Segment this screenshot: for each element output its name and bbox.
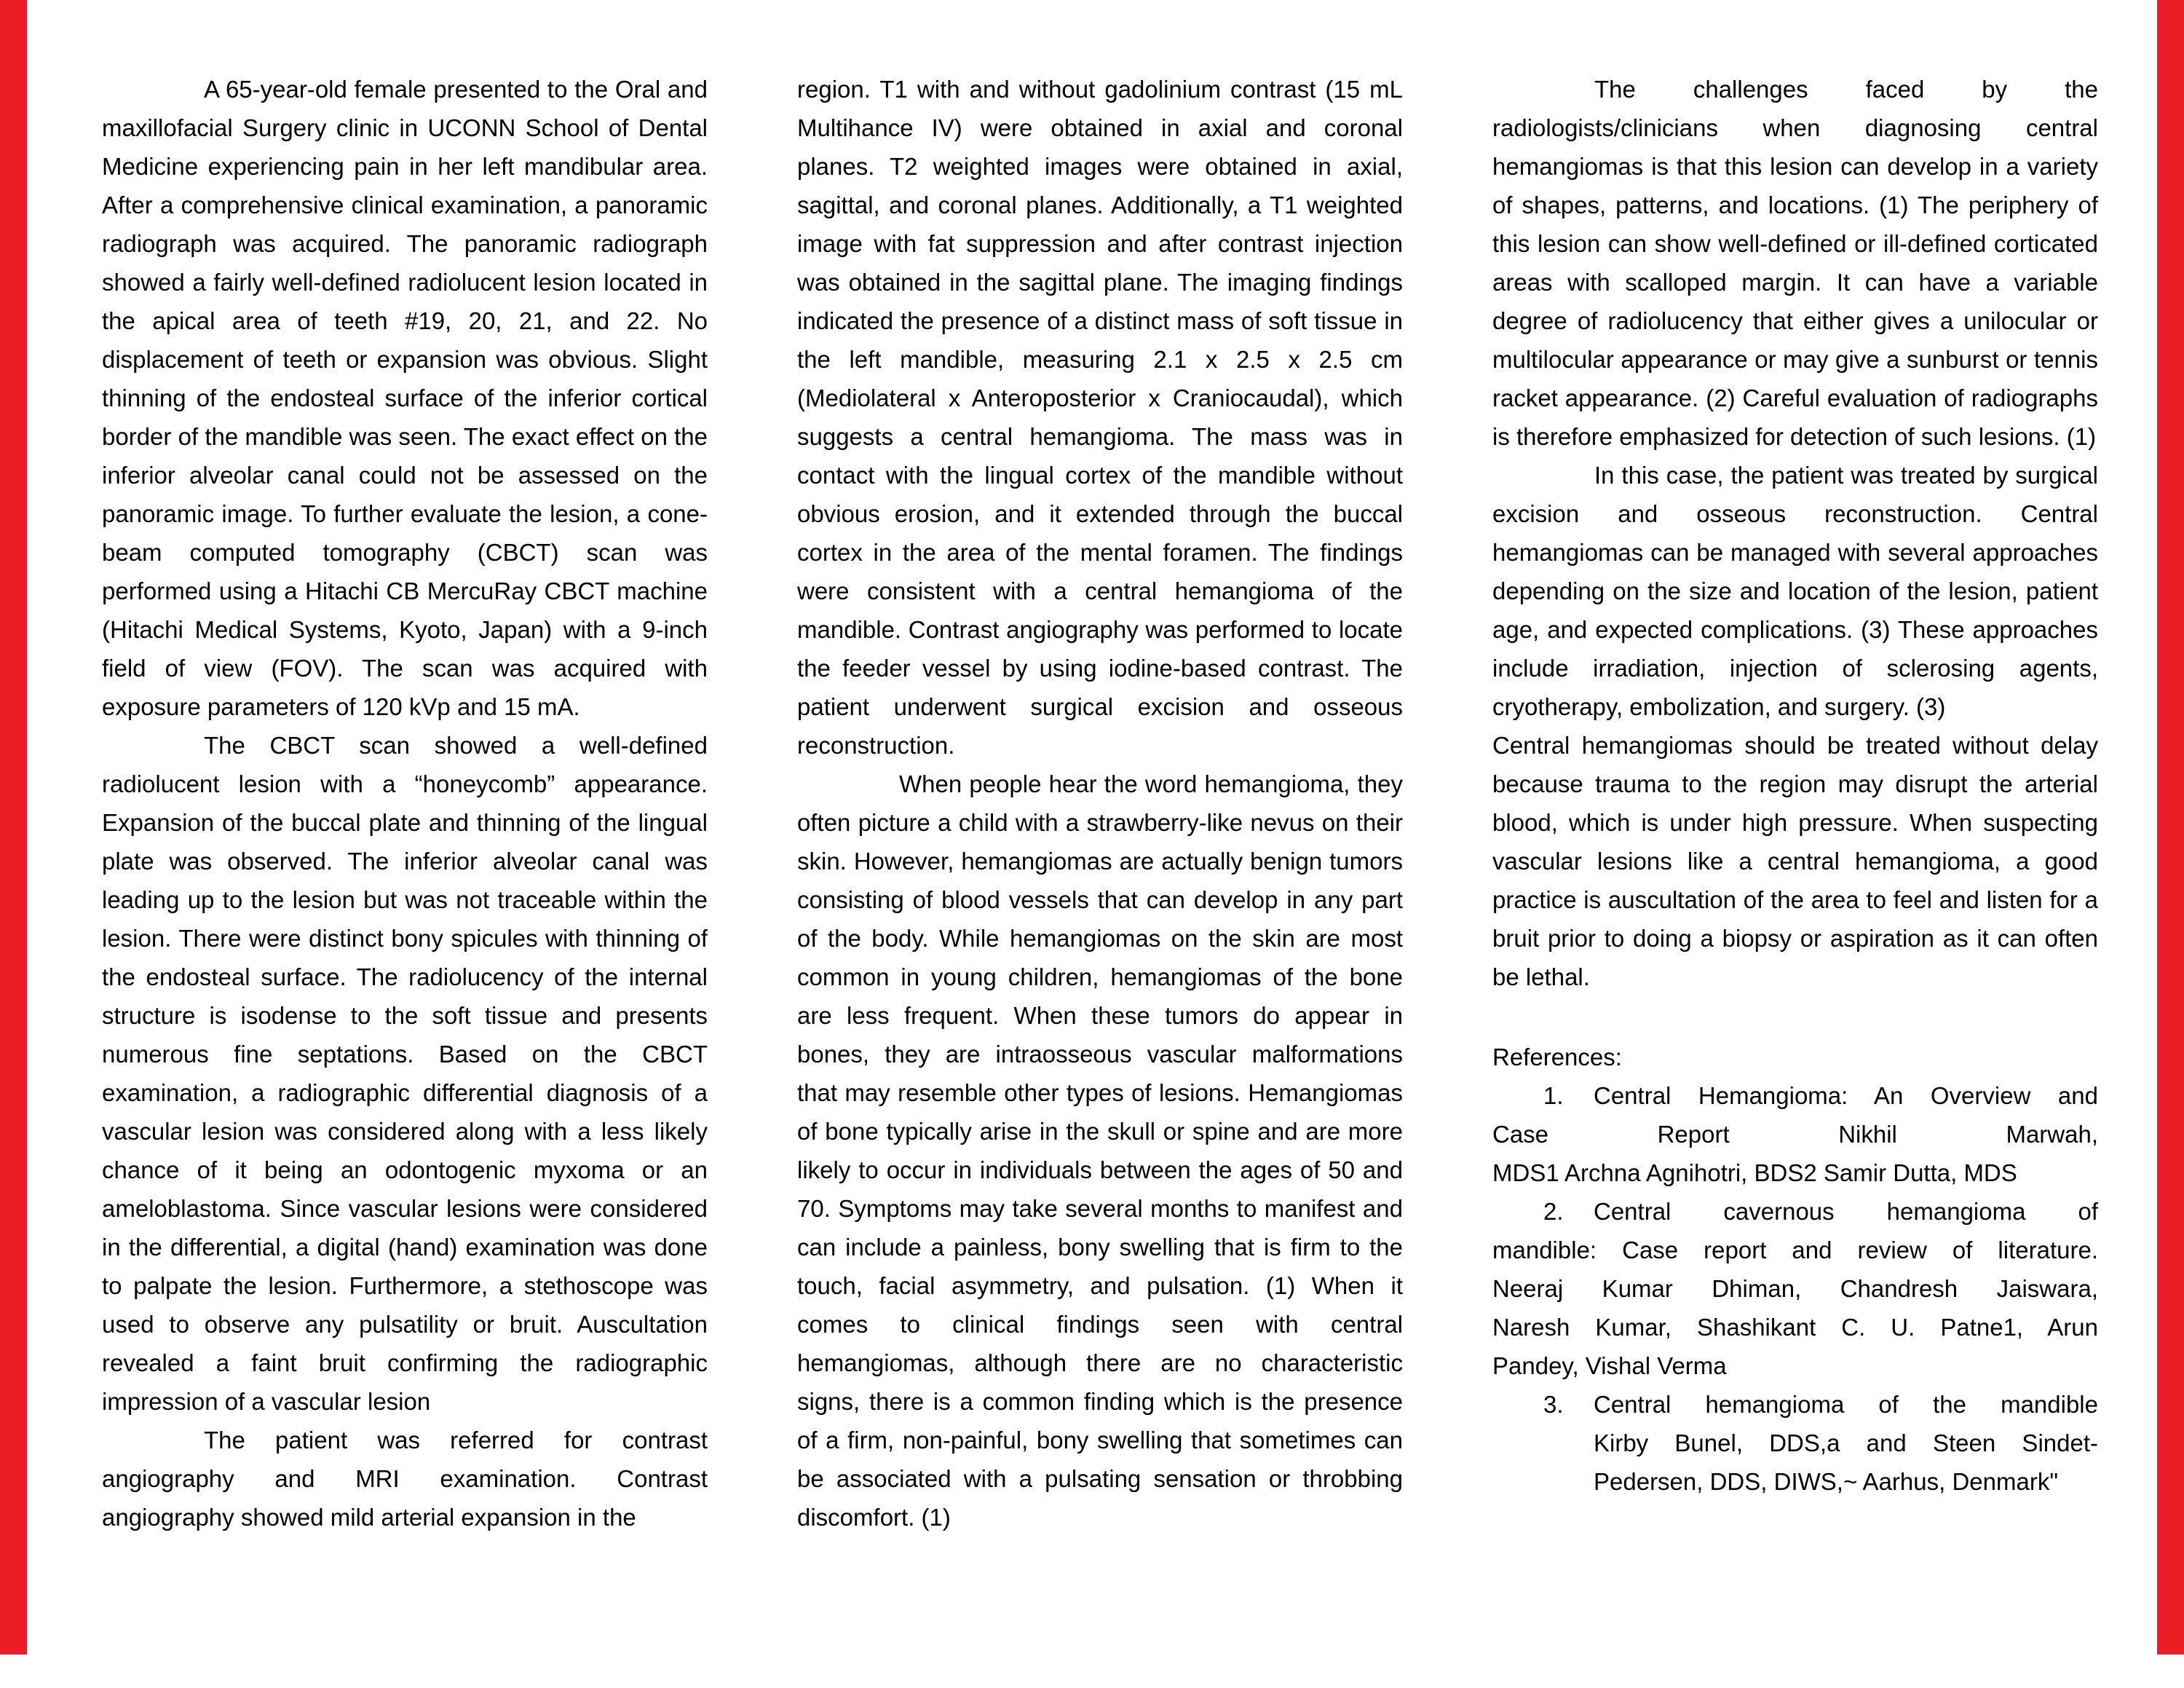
paragraph-cbct-findings: The CBCT scan showed a well-defined radiolucent lesion with a “honeycomb” appearance. Expansion of the buccal plate and thinning of the lingual plate was observed. The inferior alveolar canal was leading up to the lesion but was not traceable within the lesion. There were distinct bony spicules with thinning of the endosteal surface. The radiolucency of the internal structure is isodense to the soft tissue and presents numerous fine septations. Based on the CBCT examination, a radiographic differential diagnosis of a vascular lesion was considered along with a less likely chance of it being an odontogenic myxoma or an ameloblastoma. Since vascular lesions were considered in the differential, a digital (hand) examination was done to palpate the lesion. Furthermore, a stethoscope was used to observe any pulsatility or bruit. Auscultation revealed a faint bruit confirming the radiographic impression of a vascular lesion: [102, 732, 708, 1415]
reference-line: mandible: Case report and review of literature.: [1492, 1237, 2098, 1263]
reference-text: Central hemangioma of the mandible: [1594, 1391, 2098, 1418]
paragraph-imaging-continued: region. T1 with and without gadolinium contrast (15 mL Multihance IV) were obtained in axial and coronal planes. T2 weighted images were obtained in axial, sagittal, and coronal planes. Additionally, a T1 weighted image with fat suppression and after contrast injection was obtained in the sagittal plane. The imaging findings indicated the presence of a distinct mass of soft tissue in the left mandible, measuring 2.1 x 2.5 x 2.5 cm (Mediolateral x Anteroposterior x Craniocaudal), which suggests a central hemangioma. The mass was in contact with the lingual cortex of the mandible without obvious erosion, and it extended through the buccal cortex in the area of the mental foramen. The findings were consistent with a central hemangioma of the mandible. Contrast angiography was performed to locate the feeder vessel by using iodine-based contrast. The patient underwent surgical excision and osseous reconstruction.: [797, 76, 1403, 759]
reference-line: Naresh Kumar, Shashikant C. U. Patne1, Arun: [1492, 1314, 2098, 1341]
reference-line: Neeraj Kumar Dhiman, Chandresh Jaiswara,: [1492, 1275, 2098, 1302]
reference-number: 2.: [1543, 1198, 1564, 1225]
paragraph-referral: The patient was referred for contrast angiography and MRI examination. Contrast angiography showed mild arterial expansion in the: [102, 1427, 708, 1531]
reference-line: [1492, 1076, 2098, 1115]
reference-item-1: [1492, 1076, 2098, 1192]
references-section: [1492, 1038, 2098, 1501]
paragraph-treatment: In this case, the patient was treated by surgical excision and osseous reconstruction. Central hemangiomas can be managed with several approaches depending on the size and location of the lesion, patient age, and expected complications. (3) These approaches include irradiation, injection of sclerosing agents, cryotherapy, embolization, and surgery. (3): [1492, 462, 2098, 720]
reference-line: MDS1 Archna Agnihotri, BDS2 Samir Dutta, MDS: [1492, 1159, 2017, 1186]
reference-line: [1492, 1385, 2098, 1424]
left-accent-bar: [0, 0, 27, 1655]
reference-line: Pandey, Vishal Verma: [1492, 1352, 1727, 1379]
reference-line: Case Report Nikhil Marwah,: [1492, 1121, 2098, 1148]
paragraph-treatment-urgency: Central hemangiomas should be treated without delay because trauma to the region may disrupt the arterial blood, which is under high pressure. When suspecting vascular lesions like a central hemangioma, a good practice is auscultation of the area to feel and listen for a bruit prior to doing a biopsy or aspiration as it can often be lethal.: [1492, 732, 2098, 990]
right-accent-bar: [2157, 0, 2184, 1655]
text-column-2: [797, 70, 1403, 1537]
paragraph-diagnostic-challenges: The challenges faced by the radiologists/clinicians when diagnosing central hemangiomas is that this lesion can develop in a variety of shapes, patterns, and locations. (1) The periphery of this lesion can show well-defined or ill-defined corticated areas with scalloped margin. It can have a variable degree of radiolucency that either gives a unilocular or multilocular appearance or may give a sunburst or tennis racket appearance. (2) Careful evaluation of radiographs is therefore emphasized for detection of such lesions. (1): [1492, 76, 2098, 450]
paragraph-hemangioma-background: When people hear the word hemangioma, they often picture a child with a strawberry-like nevus on their skin. However, hemangiomas are actually benign tumors consisting of blood vessels that can develop in any part of the body. While hemangiomas on the skin are most common in young children, hemangiomas of the bone are less frequent. When these tumors do appear in bones, they are intraosseous vascular malformations that may resemble other types of lesions. Hemangiomas of bone typically arise in the skull or spine and are more likely to occur in individuals between the ages of 50 and 70. Symptoms may take several months to manifest and can include a painless, bony swelling that is firm to the touch, facial asymmetry, and pulsation. (1) When it comes to clinical findings seen with central hemangiomas, although there are no characteristic signs, there is a common finding which is the presence of a firm, non-painful, bony swelling that sometimes can be associated with a pulsating sensation or throbbing discomfort. (1): [797, 770, 1403, 1531]
paragraph-case-presentation: A 65-year-old female presented to the Oral and maxillofacial Surgery clinic in UCONN School of Dental Medicine experiencing pain in her left mandibular area. After a comprehensive clinical examination, a panoramic radiograph was acquired. The panoramic radiograph showed a fairly well-defined radiolucent lesion located in the apical area of teeth #19, 20, 21, and 22. No displacement of teeth or expansion was obvious. Slight thinning of the endosteal surface of the inferior cortical border of the mandible was seen. The exact effect on the inferior alveolar canal could not be assessed on the panoramic image. To further evaluate the lesion, a cone-beam computed tomography (CBCT) scan was performed using a Hitachi CB MercuRay CBCT machine (Hitachi Medical Systems, Kyoto, Japan) with a 9-inch field of view (FOV). The scan was acquired with exposure parameters of 120 kVp and 15 mA.: [102, 76, 708, 720]
reference-number: 1.: [1543, 1082, 1564, 1109]
references-heading: References:: [1492, 1044, 1622, 1070]
text-column-1: [102, 70, 708, 1537]
reference-line: Kirby Bunel, DDS,a and Steen Sindet-: [1594, 1429, 2098, 1456]
text-column-3: [1492, 70, 2098, 1501]
reference-text: Central Hemangioma: An Overview and: [1594, 1082, 2098, 1109]
reference-line: [1492, 1192, 2098, 1231]
reference-item-2: [1492, 1192, 2098, 1385]
reference-number: 3.: [1543, 1391, 1564, 1418]
reference-item-3: [1492, 1385, 2098, 1501]
reference-line: Pedersen, DDS, DIWS,~ Aarhus, Denmark": [1594, 1468, 2059, 1495]
reference-text: Central cavernous hemangioma of: [1594, 1198, 2098, 1225]
